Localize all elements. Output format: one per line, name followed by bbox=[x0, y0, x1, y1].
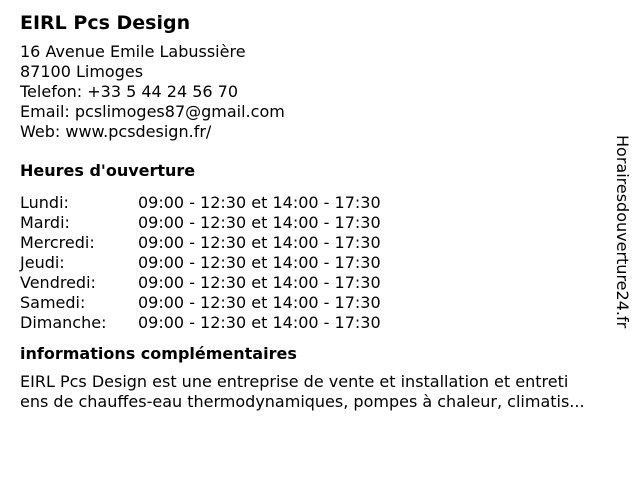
hours-row bbox=[20, 313, 610, 333]
hours-day: Samedi: bbox=[20, 293, 86, 312]
hours-day: Mardi: bbox=[20, 213, 70, 232]
business-name: EIRL Pcs Design bbox=[20, 12, 191, 34]
email: Email: pcslimoges87@gmail.com bbox=[20, 102, 285, 121]
hours-time: 09:00 - 12:30 et 14:00 - 17:30 bbox=[138, 193, 381, 212]
info-line: ens de chauffes-eau thermodynamiques, pompes à chaleur, climatis... bbox=[20, 392, 585, 411]
hours-day: Lundi: bbox=[20, 193, 69, 212]
phone: Telefon: +33 5 44 24 56 70 bbox=[20, 82, 239, 101]
hours-row bbox=[20, 293, 610, 313]
hours-day: Vendredi: bbox=[20, 273, 96, 292]
hours-day: Dimanche: bbox=[20, 313, 107, 332]
hours-time: 09:00 - 12:30 et 14:00 - 17:30 bbox=[138, 213, 381, 232]
info-title: informations complémentaires bbox=[20, 344, 297, 363]
hours-day: Jeudi: bbox=[20, 253, 65, 272]
hours-table bbox=[20, 193, 610, 333]
hours-row bbox=[20, 233, 610, 253]
hours-row bbox=[20, 253, 610, 273]
site-watermark: Horairesdouverture24.fr bbox=[613, 135, 632, 329]
website: Web: www.pcsdesign.fr/ bbox=[20, 122, 212, 141]
hours-row bbox=[20, 193, 610, 213]
hours-time: 09:00 - 12:30 et 14:00 - 17:30 bbox=[138, 273, 381, 292]
hours-title: Heures d'ouverture bbox=[20, 161, 196, 180]
hours-day: Mercredi: bbox=[20, 233, 95, 252]
info-description bbox=[20, 372, 610, 412]
hours-row bbox=[20, 213, 610, 233]
hours-time: 09:00 - 12:30 et 14:00 - 17:30 bbox=[138, 293, 381, 312]
hours-time: 09:00 - 12:30 et 14:00 - 17:30 bbox=[138, 233, 381, 252]
contact-block bbox=[20, 42, 610, 142]
city: 87100 Limoges bbox=[20, 62, 144, 81]
business-card bbox=[20, 10, 610, 412]
info-line: EIRL Pcs Design est une entreprise de vente et installation et entreti bbox=[20, 372, 569, 391]
street-address: 16 Avenue Emile Labussière bbox=[20, 42, 246, 61]
hours-time: 09:00 - 12:30 et 14:00 - 17:30 bbox=[138, 313, 381, 332]
hours-row bbox=[20, 273, 610, 293]
hours-time: 09:00 - 12:30 et 14:00 - 17:30 bbox=[138, 253, 381, 272]
